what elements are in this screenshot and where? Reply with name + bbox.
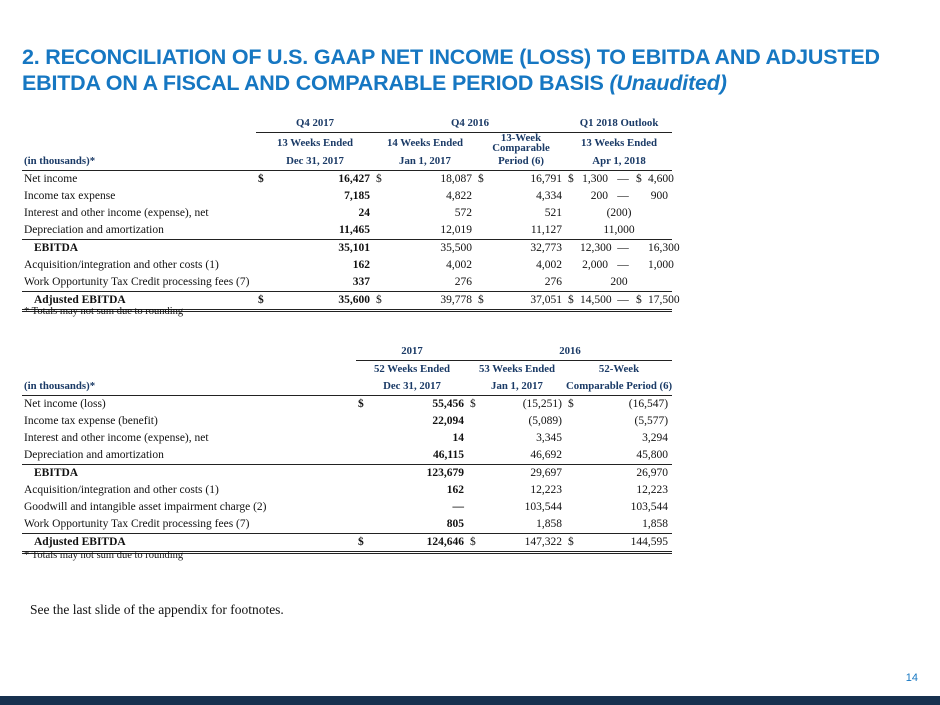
in-thousands-label: (in thousands)* xyxy=(24,380,96,392)
rounding-note-1: * Totals may not sum due to rounding xyxy=(24,306,184,317)
sub-header-row xyxy=(22,361,672,379)
table-row: Acquisition/integration and other costs (1) 162 4,002 4,002 2,000 — 1,000 xyxy=(24,259,674,271)
header-q4-2017: Q4 2017 xyxy=(295,117,335,129)
table-row: Depreciation and amortization 46,115 46,692 45,800 xyxy=(24,449,669,461)
header-dec-31-2017: Dec 31, 2017 xyxy=(383,380,441,392)
header-14-weeks-ended: 14 Weeks Ended xyxy=(374,133,476,154)
header-2017: 2017 xyxy=(401,345,423,357)
in-thousands-label: (in thousands)* xyxy=(24,155,96,167)
header-period-6: Period (6) xyxy=(498,155,544,167)
date-header-row xyxy=(22,378,672,396)
group-header-row xyxy=(22,343,672,361)
table-row: Interest and other income (expense), net 14 3,345 3,294 xyxy=(24,432,669,444)
header-apr-1-2018: Apr 1, 2018 xyxy=(592,155,646,167)
header-53-weeks-ended: 53 Weeks Ended xyxy=(468,361,566,379)
header-jan-1-2017: Jan 1, 2017 xyxy=(399,155,451,167)
header-jan-1-2017: Jan 1, 2017 xyxy=(491,380,543,392)
header-52-weeks-ended: 52 Weeks Ended xyxy=(356,361,468,379)
table-row-adjusted-ebitda: Adjusted EBITDA $ 124,646 $ 147,322 $ 144,595 xyxy=(22,534,672,553)
group-header-row xyxy=(22,115,672,133)
header-q4-2016: Q4 2016 xyxy=(450,117,490,129)
header-comparable-period-6: Comparable Period (6) xyxy=(566,380,673,392)
rounding-note-2: * Totals may not sum due to rounding xyxy=(24,550,184,561)
title-unaudited: (Unaudited) xyxy=(609,71,727,95)
header-13-weeks-ended: 13 Weeks Ended xyxy=(256,133,374,154)
header-dec-31-2017: Dec 31, 2017 xyxy=(286,155,344,167)
annual-reconciliation-table xyxy=(22,343,672,554)
header-13-week-comparable: 13-Week Comparable xyxy=(476,133,566,154)
table-row: Goodwill and intangible asset impairment charge (2) — 103,544 103,544 xyxy=(24,501,669,513)
table-row-ebitda: EBITDA 35,101 35,500 32,773 12,300 — 16,300 xyxy=(22,240,672,258)
table-row-adjusted-ebitda: Adjusted EBITDA $ 35,600 $ 39,778 $ 37,051 $ 14,500 — $ 17,500 xyxy=(22,292,672,311)
table-row: Depreciation and amortization 11,465 12,019 11,127 11,000 xyxy=(24,224,635,236)
table-row-ebitda: EBITDA 123,679 29,697 26,970 xyxy=(22,465,672,483)
header-outlook-13-weeks-ended: 13 Weeks Ended xyxy=(566,133,672,154)
page-number: 14 xyxy=(905,672,918,684)
title-line-2: EBITDA ON A FISCAL AND COMPARABLE PERIOD BASIS (Unaudited) xyxy=(22,71,727,95)
header-52-week: 52-Week xyxy=(566,361,672,379)
header-2016: 2016 xyxy=(559,345,581,357)
table-row: Net income (loss) $ 55,456 $ (15,251) $ (16,547) xyxy=(22,396,672,414)
footnotes-reference: See the last slide of the appendix for footnotes. xyxy=(30,602,284,617)
sub-header-row xyxy=(22,133,672,154)
header-q1-2018-outlook: Q1 2018 Outlook xyxy=(579,117,659,129)
page-title xyxy=(22,44,922,96)
title-line-1: 2. RECONCILIATION OF U.S. GAAP NET INCOME (LOSS) TO EBITDA AND ADJUSTED xyxy=(22,45,880,69)
quarterly-reconciliation-table xyxy=(22,115,680,312)
table-row: Work Opportunity Tax Credit processing fees (7) 337 276 276 200 xyxy=(24,276,628,288)
footer-bar xyxy=(0,696,940,705)
table-row: Work Opportunity Tax Credit processing fees (7) 805 1,858 1,858 xyxy=(24,518,669,530)
table-row: Acquisition/integration and other costs (1) 162 12,223 12,223 xyxy=(24,484,669,496)
table-row: Net income $ 16,427 $ 18,087 $ 16,791 $ 1,300 — $ 4,600 xyxy=(22,171,672,189)
table-row: Income tax expense 7,185 4,822 4,334 200 — 900 xyxy=(24,190,669,202)
date-header-row xyxy=(22,153,672,171)
table-row: Income tax expense (benefit) 22,094 (5,089) (5,577) xyxy=(24,415,669,427)
table-row: Interest and other income (expense), net 24 572 521 (200) xyxy=(24,207,632,219)
